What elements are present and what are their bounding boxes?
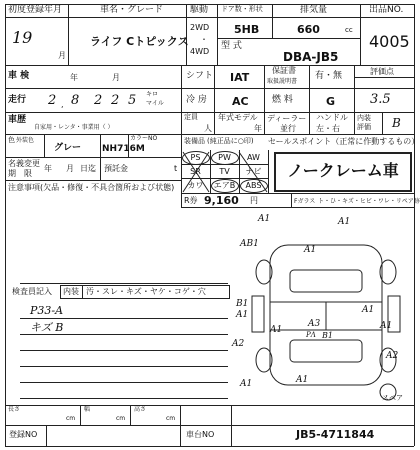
- capacity-label: 定員: [184, 113, 198, 121]
- interior-label: 内装: [357, 114, 371, 122]
- cc-unit: cc: [345, 26, 353, 34]
- diagram-mark-10: B1: [322, 331, 333, 340]
- score-label: 評価点: [370, 67, 394, 76]
- model: DBA-JB5: [283, 50, 339, 64]
- warranty-sub: 取扱説明書: [267, 78, 298, 85]
- drive-4wd: 4WD: [190, 47, 210, 56]
- model-year-unit: 年: [254, 124, 262, 133]
- name-change-month: 月: [66, 164, 74, 173]
- handle-value: 左・右: [316, 124, 340, 133]
- recycle-deposit-label: 預託金: [104, 164, 128, 173]
- equip-tv: TV: [219, 167, 230, 176]
- name-change-label: 名義変更: [8, 159, 40, 168]
- equip-abs: ABS: [245, 181, 262, 190]
- diagram-mark-15: A1: [240, 379, 253, 389]
- width-unit: cm: [116, 415, 126, 422]
- color-no-label: カラーNO: [130, 135, 158, 142]
- sales-point-text: ノークレーム車: [287, 161, 399, 180]
- capacity-unit: 人: [204, 124, 212, 133]
- diagram-mark-7: A1: [362, 305, 375, 315]
- diagram-mark-13: A2: [232, 339, 245, 349]
- recycle-deposit-value: t: [174, 164, 178, 173]
- glass-label: Fガラス: [294, 198, 316, 205]
- spare-label: スペア: [382, 394, 403, 402]
- equip-pw: PW: [218, 153, 231, 162]
- mileage-digit-1: 2: [48, 93, 57, 108]
- mileage-digit-3: 2: [94, 93, 103, 108]
- mileage-digit-5: 5: [128, 93, 137, 108]
- mileage-digit-4: 2: [111, 93, 120, 108]
- shaken-month-unit: 月: [112, 73, 120, 82]
- score-value: 3.5: [370, 92, 391, 107]
- equipment-label: 装備品: [184, 137, 205, 145]
- diagram-mark-16: A1: [296, 375, 309, 385]
- diagram-mark-11: A1: [270, 325, 283, 335]
- displacement: 660: [297, 23, 320, 36]
- car-damage-diagram: [232, 210, 412, 405]
- drive-2wd: 2WD: [190, 23, 210, 32]
- drive-label: 駆動: [190, 5, 209, 15]
- diagram-mark-5: B1: [236, 299, 249, 309]
- length-unit: cm: [66, 415, 76, 422]
- inspector-interior-label: 内装: [63, 287, 79, 296]
- dealer-sub: 並行: [280, 124, 296, 133]
- name-change-year: 年: [44, 164, 52, 173]
- chassis-label: 車台NO: [186, 430, 215, 439]
- diagram-mark-6: A1: [236, 310, 249, 320]
- length-label: 長さ: [8, 406, 21, 413]
- width-label: 幅: [84, 406, 91, 413]
- shaken-year-unit: 年: [70, 73, 78, 82]
- door-shape: 5HB: [234, 23, 260, 36]
- diagram-mark-1: A1: [258, 214, 271, 224]
- first-reg-label: 初度登録年月: [8, 5, 63, 15]
- diagram-mark-4: A1: [304, 245, 317, 255]
- lot-label: 出品NO.: [369, 5, 404, 15]
- diagram-mark-2: A1: [338, 217, 351, 227]
- model-year-label: 年式モデル: [218, 113, 258, 122]
- notes-label: 注意事項(欠品・修復・不具合箇所および状態): [8, 183, 175, 192]
- mileage-label: 走行: [8, 95, 27, 105]
- recycle-amount: 9,160: [204, 194, 239, 207]
- equip-leather: カワ: [187, 181, 204, 190]
- recycle-label: R券: [184, 196, 198, 205]
- history-sub: 自家用・レンタ・事業用（ ）: [34, 124, 114, 131]
- interior-score: B: [392, 116, 401, 130]
- mile-label: マイル: [146, 100, 164, 107]
- equip-ps: PS: [190, 153, 201, 162]
- warranty-label: 保証書: [272, 66, 296, 75]
- inspector-label: 検査員記入: [12, 287, 52, 296]
- lot-no: 4005: [369, 32, 410, 51]
- equipment-sub: (純正品に○印): [207, 137, 254, 145]
- first-reg-year: 19: [12, 28, 33, 47]
- reg-no-label: 登録NO: [9, 430, 38, 439]
- displacement-label: 排気量: [300, 5, 328, 15]
- inspector-note-1: P33-A: [30, 304, 64, 317]
- recycle-unit: 円: [250, 196, 258, 205]
- dealer-label: ディーラー: [267, 114, 307, 123]
- ac-label: 冷 房: [186, 95, 207, 105]
- diagram-mark-12: A1: [380, 321, 393, 331]
- history-label: 車歴: [8, 115, 27, 125]
- sales-point-label: セールスポイント（正常に作動するもの）: [268, 137, 420, 146]
- glass-items: ト・ひ・キズ・ヒビ・ワレ・リペア跡: [318, 198, 420, 205]
- fuel-value: G: [326, 95, 336, 108]
- door-shape-label: ドア数・形状: [221, 5, 263, 13]
- shift-label: シフト: [186, 71, 214, 81]
- diagram-mark-9: PΛ: [306, 331, 316, 339]
- equip-navi: ナビ: [245, 167, 262, 176]
- diagram-mark-3: AB1: [240, 239, 259, 249]
- equip-aw: AW: [247, 153, 260, 162]
- month-unit: 月: [58, 51, 66, 60]
- deadline-label: 期 限: [8, 169, 32, 178]
- fuel-label: 燃 料: [272, 95, 293, 105]
- handle-label: ハンドル: [316, 113, 348, 122]
- inspector-interior-items: 汚・スレ・キズ・ヤケ・コゲ・穴: [86, 287, 206, 296]
- km-label: キロ: [146, 91, 159, 98]
- model-label: 型 式: [221, 41, 242, 51]
- color-value: グレー: [54, 143, 82, 153]
- name-change-day: 日迄: [80, 164, 96, 173]
- car-name: ライフ Cトピックス: [90, 35, 189, 48]
- inspector-note-2: キズ B: [30, 321, 64, 334]
- color-label: 色: [8, 136, 15, 144]
- ac-value: AC: [232, 95, 249, 108]
- shift-value: IAT: [230, 71, 250, 84]
- diagram-mark-14: A2: [386, 351, 399, 361]
- equip-airbag: エアB: [213, 181, 236, 190]
- height-label: 高さ: [134, 406, 147, 413]
- interior-sub: 評価: [357, 123, 371, 131]
- chassis-no: JB5-4711844: [296, 428, 375, 441]
- mileage-digit-2: 8: [71, 93, 80, 108]
- height-unit: cm: [166, 415, 176, 422]
- color-no: NH716M: [102, 144, 145, 154]
- warranty-value: 有・無: [315, 71, 343, 81]
- diagram-mark-8: A3: [308, 319, 321, 329]
- shaken-label: 車 検: [8, 71, 30, 81]
- equip-sr: SR: [190, 167, 201, 176]
- color-sub: 外装色: [16, 137, 35, 144]
- car-name-label: 車名・グレード: [100, 5, 164, 15]
